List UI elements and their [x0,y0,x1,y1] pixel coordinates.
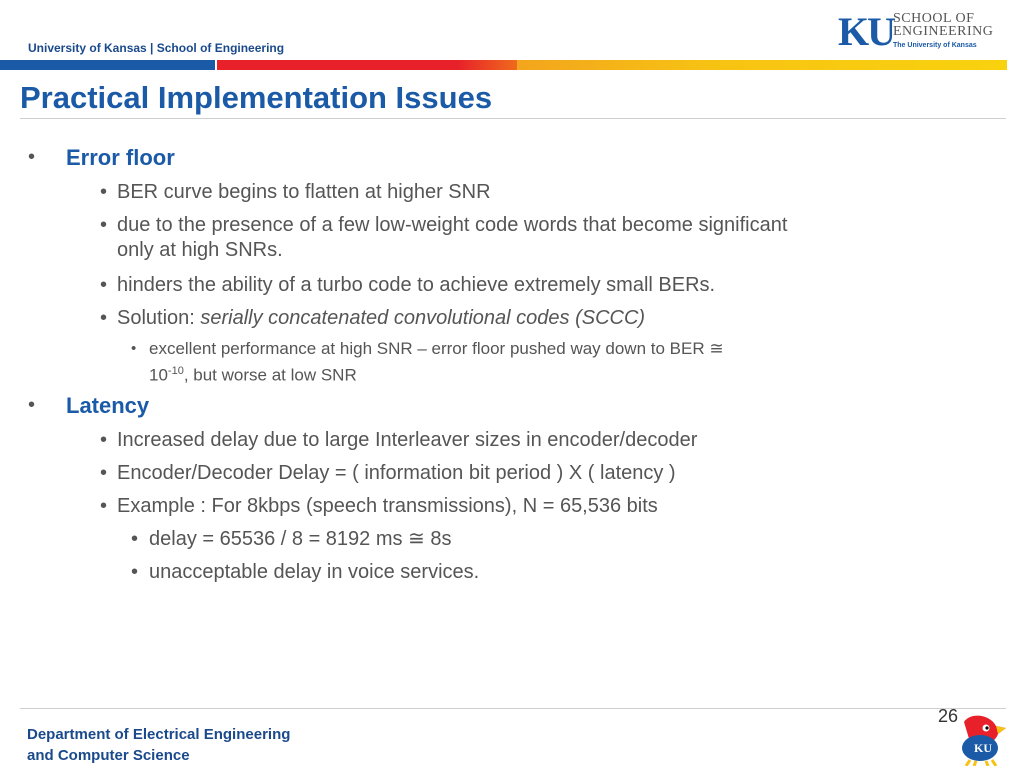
sub-list-item: delay = 65536 / 8 = 8192 ms ≅ 8s [149,528,452,550]
ku-logo [838,9,1008,54]
bullet: • [100,429,108,451]
section-heading-latency: Latency [66,393,150,418]
logo-mark: KU [838,9,894,54]
bullet: • [100,307,108,329]
bullet: • [131,340,137,357]
bullet: • [131,561,139,583]
bullet: • [100,462,108,484]
sub-item-exponent: -10 [167,365,184,377]
bullet: • [28,394,36,416]
bullet: • [100,214,108,236]
header-university: University of Kansas | School of Engineering [28,41,285,55]
solution-emphasis: serially concatenated convolutional codes (SCCC) [200,307,646,329]
list-item: due to the presence of a few low-weight code words that become significant only at high SNRs. [117,214,788,261]
page-number: 26 [938,706,959,726]
footer-department [27,724,290,766]
bullet: • [100,181,108,203]
list-item-solution [117,306,817,331]
svg-text:KU: KU [974,741,992,755]
title-divider [20,118,1006,119]
bullet: • [100,274,108,296]
sub-list-item [149,338,829,387]
footer-dept-line1: Department of Electrical Engineering [27,726,291,743]
list-item: BER curve begins to flatten at higher SNR [117,181,491,203]
footer-dept-line2: and Computer Science [27,747,190,764]
logo-subline: The University of Kansas [893,42,977,49]
header-band-blue [0,60,215,70]
logo-text [893,12,993,38]
header-band-red [217,60,517,70]
footer-divider [20,708,1006,709]
slide-title: Practical Implementation Issues [20,80,493,115]
list-item: hinders the ability of a turbo code to achieve extremely small BERs. [117,274,716,296]
sub-list-item: unacceptable delay in voice services. [149,561,480,583]
bullet: • [28,146,36,168]
sub-item-base: 10 [149,365,168,385]
solution-prefix: Solution: [117,307,201,329]
logo-line1: SCHOOL OF [893,11,975,26]
list-item: Encoder/Decoder Delay = ( information bit period ) X ( latency ) [117,462,676,484]
list-item: Increased delay due to large Interleaver sizes in encoder/decoder [117,429,698,451]
jayhawk-icon [950,712,1008,766]
logo-line2: ENGINEERING [893,24,994,39]
section-heading-error-floor: Error floor [66,145,175,170]
bullet: • [131,528,139,550]
sub-item-text: excellent performance at high SNR – error floor pushed way down to BER ≅ [149,339,724,358]
header-band-yellow [517,60,1007,70]
sub-item-tail: , but worse at low SNR [183,365,357,385]
list-item: Example : For 8kbps (speech transmissions), N = 65,536 bits [117,495,658,517]
bullet: • [100,495,108,517]
